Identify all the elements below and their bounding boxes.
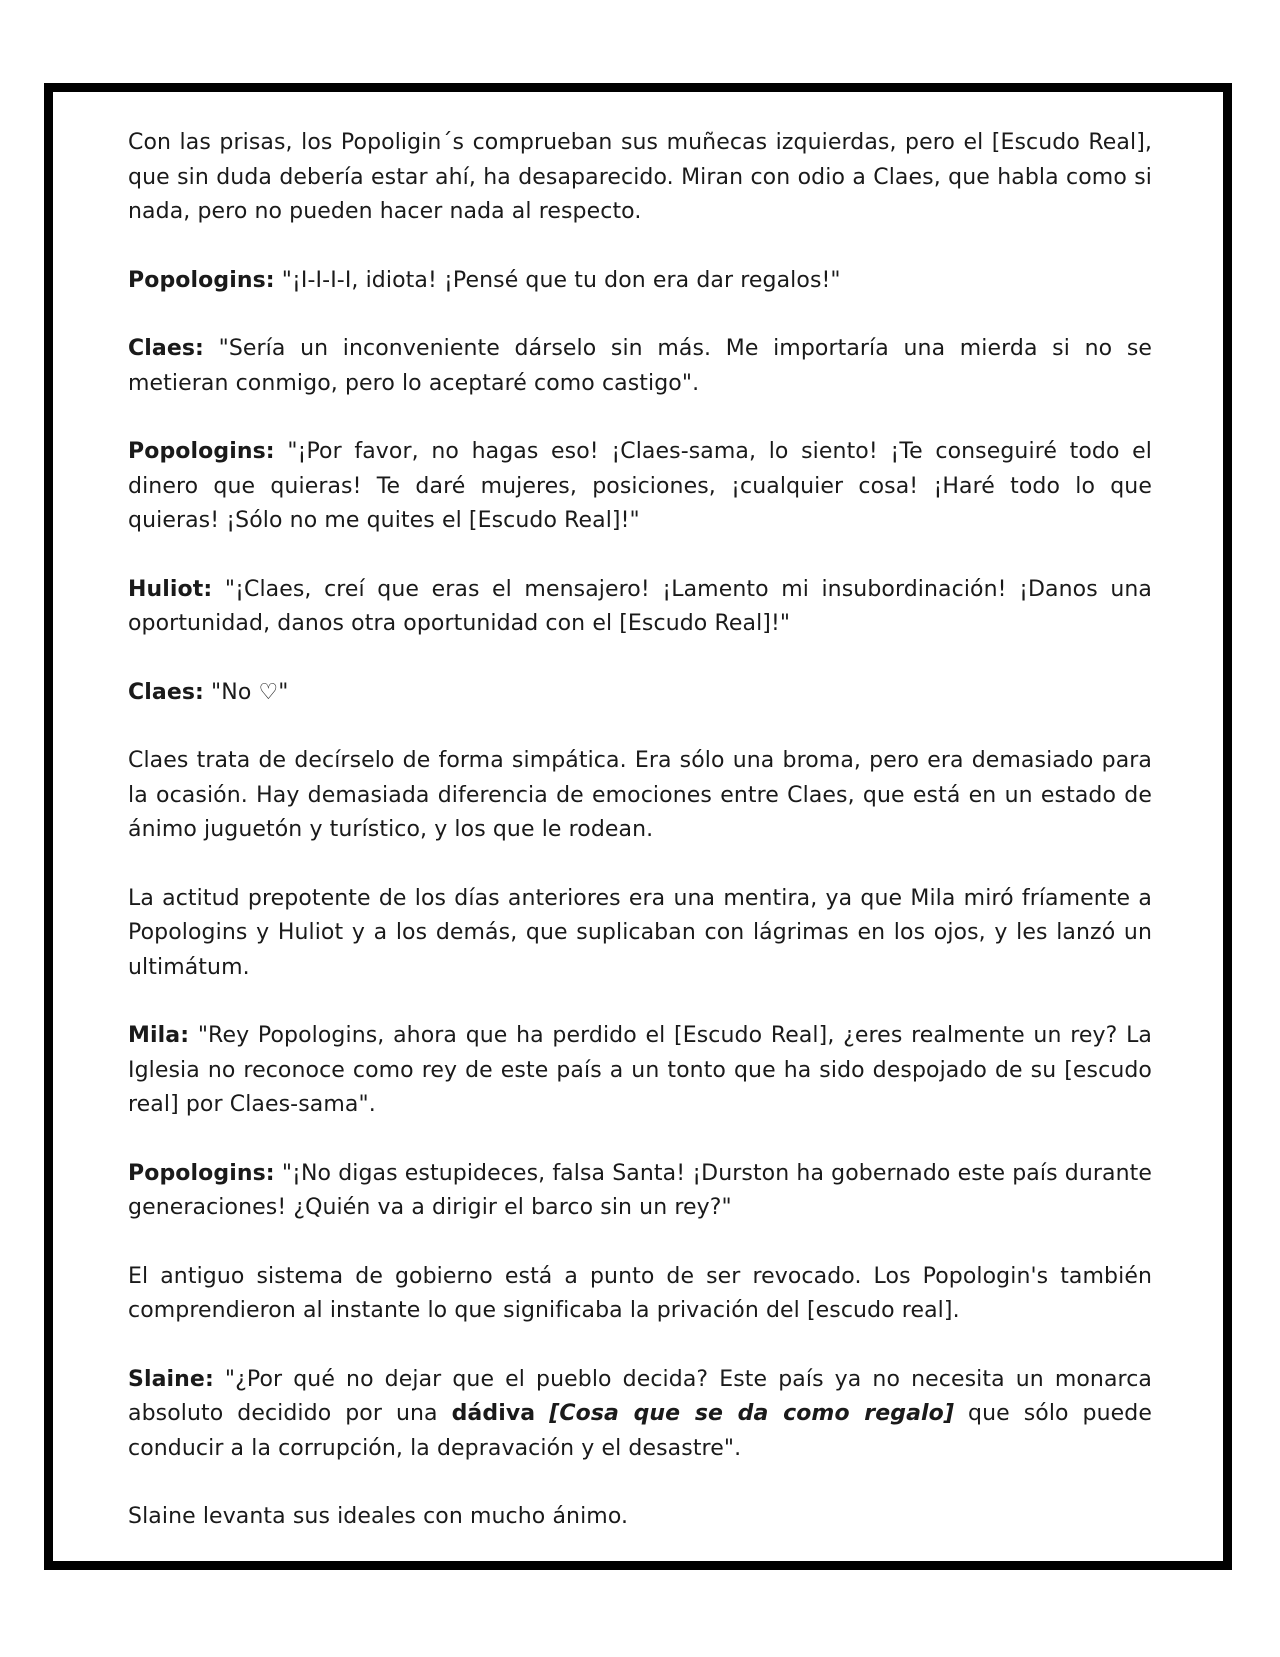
dialogue-text: "¡Claes, creí que eras el mensajero! ¡Lamento mi insubordinación! ¡Danos una oportunidad, danos otra oportunidad con el [Escudo Real]!": [128, 576, 1152, 636]
dialogue-text: "¡I-I-I-I, idiota! ¡Pensé que tu don era dar regalos!": [281, 267, 841, 293]
document-body: [128, 126, 1152, 1535]
dialogue-text: "¡No digas estupideces, falsa Santa! ¡Durston ha gobernado este país durante generaciones! ¿Quién va a dirigir el barco sin un rey?": [128, 1160, 1153, 1220]
narration-paragraph: [128, 882, 1152, 986]
narration-paragraph: [128, 1500, 1152, 1535]
dialogue-paragraph: [128, 332, 1152, 401]
dialogue-text: "Sería un inconveniente dárselo sin más. Me importaría una mierda si no se metieran conmigo, pero lo aceptaré como castigo".: [128, 336, 1153, 396]
dialogue-text: "¿Por qué no dejar que el pueblo decida? Este país ya no necesita un monarca absoluto decidido por una: [128, 1366, 1152, 1426]
speaker-name: Claes:: [128, 336, 204, 361]
narration-paragraph: [128, 744, 1152, 848]
paragraph-text: Con las prisas, los Popoligin´s comprueban sus muñecas izquierdas, pero el [Escudo Real], que sin duda debería estar ahí, ha desaparecido. Miran con odio a Claes, que habla como si nada, pero no pueden hacer nada al respecto.: [128, 130, 1152, 224]
speaker-name: Claes:: [128, 679, 204, 705]
dialogue-paragraph: [128, 1363, 1152, 1467]
paragraph-text: Slaine levanta sus ideales con mucho ánimo.: [128, 1504, 629, 1529]
paragraph-text: El antiguo sistema de gobierno está a punto de ser revocado. Los Popologin's también comprendieron al instante lo que significaba la privación del [escudo real].: [128, 1263, 1152, 1323]
dialogue-paragraph: [128, 1019, 1152, 1123]
speaker-name: Mila:: [128, 1023, 190, 1048]
dialogue-text: "Rey Popologins, ahora que ha perdido el [Escudo Real], ¿eres realmente un rey? La Iglesia no reconoce como rey de este país a un tonto que ha sido despojado de su [escudo real] por Claes-sama".: [128, 1023, 1153, 1117]
speaker-name: Popologins:: [128, 439, 275, 464]
speaker-name: Slaine:: [128, 1366, 214, 1392]
dialogue-paragraph: [128, 676, 1152, 711]
dialogue-paragraph: [128, 1157, 1152, 1226]
dialogue-text: "No ♡": [211, 679, 289, 705]
emphasized-word: dádiva: [451, 1401, 536, 1426]
speaker-name: Popologins:: [128, 1160, 275, 1186]
paragraph-text: Claes trata de decírselo de forma simpática. Era sólo una broma, pero era demasiado para la ocasión. Hay demasiada diferencia de emociones entre Claes, que está en un estado de ánimo juguetón y turístico, y los que le rodean.: [128, 748, 1152, 842]
paragraph-text: La actitud prepotente de los días anteriores era una mentira, ya que Mila miró fríamente a Popologins y Huliot y a los demás, que suplicaban con lágrimas en los ojos, y les lanzó un ultimátum.: [128, 885, 1152, 980]
narration-paragraph: [128, 1260, 1152, 1329]
narration-paragraph: [128, 126, 1152, 230]
speaker-name: Popologins:: [128, 267, 275, 293]
dialogue-text-end: que sólo puede conducir a la corrupción, la depravación y el desastre".: [128, 1401, 1152, 1461]
translator-note: [Cosa que se da como regalo]: [549, 1401, 955, 1426]
dialogue-paragraph: [128, 573, 1152, 642]
dialogue-text: "¡Por favor, no hagas eso! ¡Claes-sama, lo siento! ¡Te conseguiré todo el dinero que quieras! Te daré mujeres, posiciones, ¡cualquier cosa! ¡Haré todo lo que quieras! ¡Sólo no me quites el [Escudo Real]!": [128, 439, 1152, 533]
dialogue-paragraph: [128, 435, 1152, 539]
speaker-name: Huliot:: [128, 576, 213, 602]
dialogue-paragraph: [128, 264, 1152, 299]
